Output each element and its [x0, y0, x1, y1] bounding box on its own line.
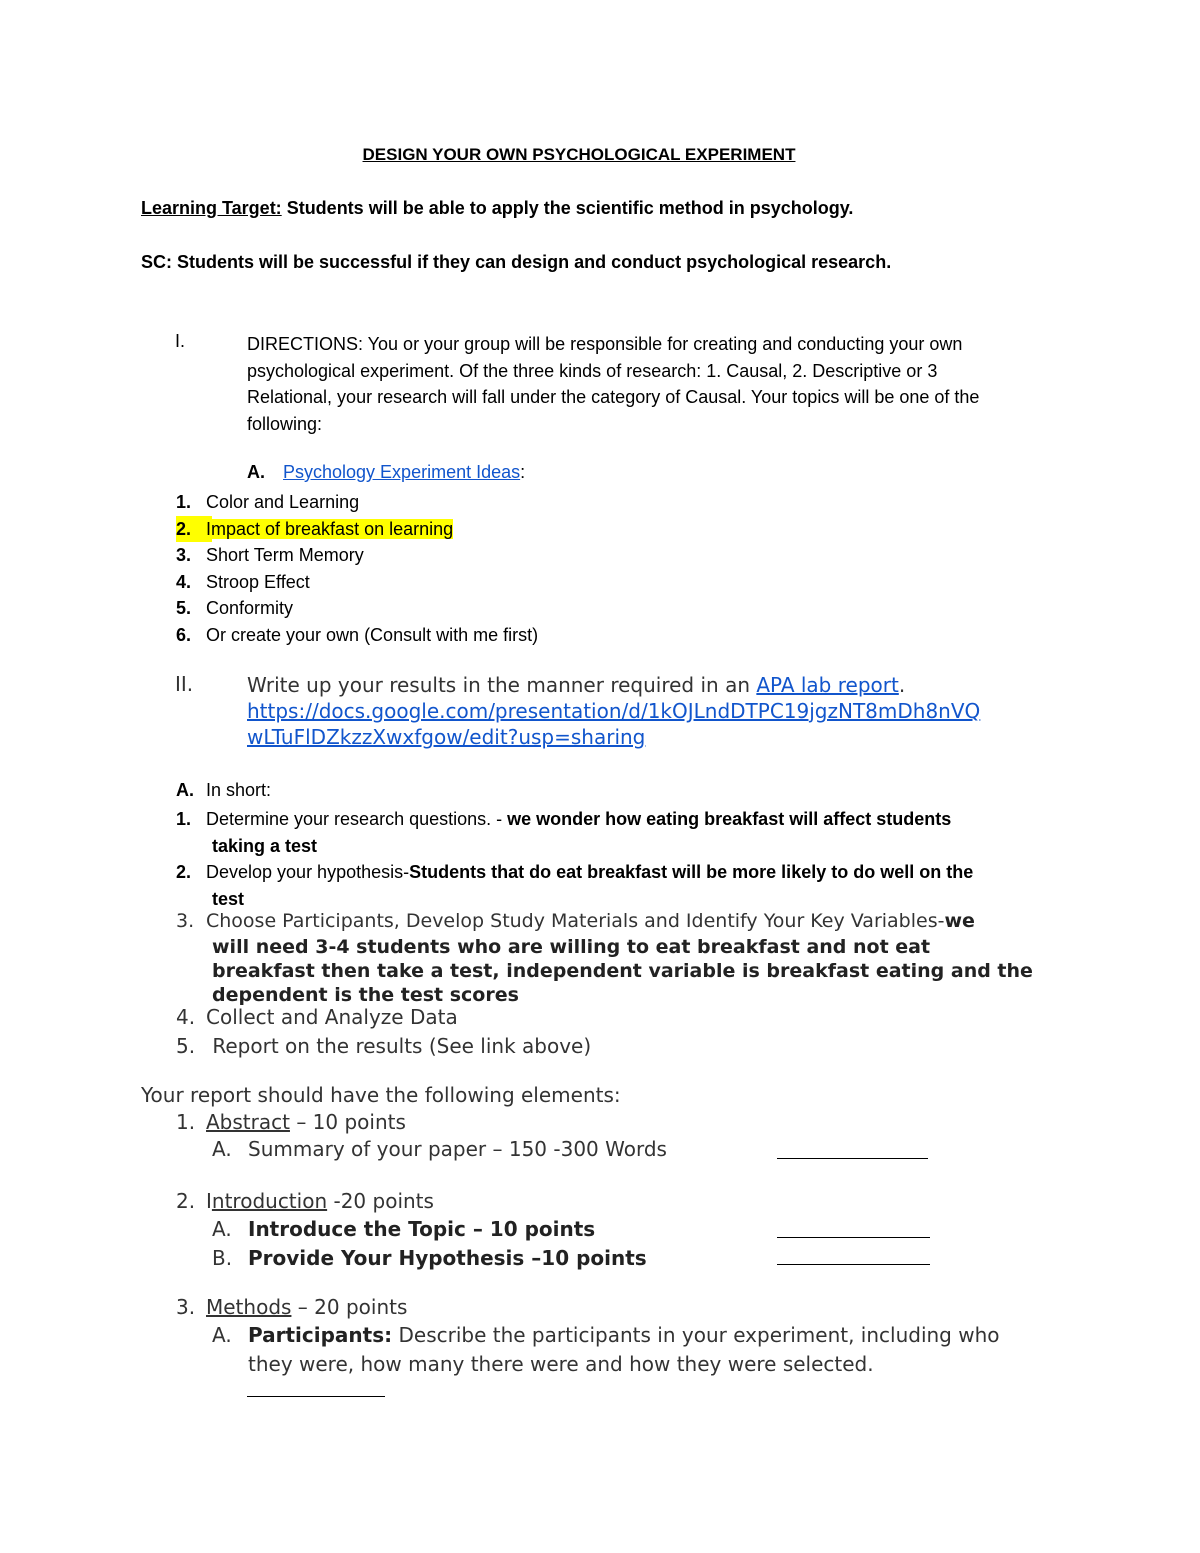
report-intro: Your report should have the following elements: [141, 1083, 621, 1107]
step-answer-continued: will need 3-4 students who are willing to eat breakfast and not eat [212, 936, 931, 958]
step-text: Collect and Analyze Data [206, 1005, 458, 1029]
report-item-title: ntroduction [211, 1189, 328, 1213]
steps-4-5 [176, 1004, 591, 1062]
sub-text: Provide Your Hypothesis –10 points [248, 1246, 647, 1270]
report-item-introduction [176, 1189, 434, 1213]
list-item [176, 1004, 591, 1033]
abstract-sub [212, 1137, 667, 1161]
step-text: Report on the results (See link above) [206, 1034, 592, 1058]
list-number: 4. [176, 1005, 196, 1029]
sub-letter: A. [212, 1137, 232, 1161]
step-1 [176, 806, 951, 859]
list-item [176, 542, 538, 569]
sub-letter: A. [212, 1217, 232, 1241]
apa-post-text: . [898, 673, 906, 697]
sub-colon: : [520, 462, 526, 482]
apa-pre-text: Write up your results in the manner required in an [247, 673, 757, 697]
directions-line: psychological experiment. Of the three kinds of research: 1. Causal, 2. Descriptive or 3 [247, 360, 938, 381]
report-item-methods [176, 1295, 407, 1319]
list-item [176, 595, 538, 622]
topic-text: Stroop Effect [206, 571, 310, 592]
introduction-subs [212, 1216, 647, 1274]
in-short-letter: A. [176, 780, 194, 800]
google-docs-url-link[interactable]: https://docs.google.com/presentation/d/1kOJLndDTPC19jgzNT8mDh8nVQ [247, 699, 981, 723]
section-1-numeral: I. [175, 331, 186, 351]
psychology-experiment-ideas-link[interactable]: Psychology Experiment Ideas [283, 462, 521, 482]
topic-text-highlighted: Impact of breakfast on learning [206, 518, 454, 539]
step-text: Develop your hypothesis- [206, 862, 410, 882]
report-item-abstract [176, 1110, 406, 1134]
step-2 [176, 859, 973, 912]
list-item [176, 1033, 591, 1062]
sub-bold: Participants: [248, 1323, 393, 1347]
score-blank [777, 1243, 930, 1265]
list-number: 2. [176, 862, 192, 882]
sub-letter: B. [212, 1246, 233, 1270]
topic-text: Or create your own (Consult with me first) [206, 624, 539, 645]
sub-text-continued: they were, how many there were and how they were selected. [248, 1352, 874, 1376]
list-number: 1. [176, 809, 192, 829]
list-item [176, 489, 538, 516]
step-text: Choose Participants, Develop Study Materials and Identify Your Key Variables- [206, 910, 945, 932]
experiment-ideas-row [247, 462, 525, 483]
report-item-title: Abstract [206, 1110, 290, 1134]
step-answer: we wonder how eating breakfast will affect students [507, 809, 952, 829]
list-number: 4. [176, 571, 192, 592]
in-short-label: In short: [206, 780, 272, 800]
sub-text: Summary of your paper – 150 -300 Words [248, 1137, 667, 1161]
sub-letter: A. [247, 462, 265, 482]
apa-lab-report-link[interactable]: APA lab report [756, 673, 899, 697]
learning-target [141, 198, 853, 219]
list-number: 2. [176, 516, 212, 543]
sub-letter: A. [212, 1323, 232, 1347]
list-item [176, 622, 538, 649]
step-text: Determine your research questions. - [206, 809, 508, 829]
sub-text: Describe the participants in your experiment, including who [392, 1323, 1000, 1347]
learning-target-text: Students will be able to apply the scientific method in psychology. [281, 198, 854, 218]
score-blank [247, 1376, 385, 1397]
google-docs-url-link-continued[interactable]: wLTuFlDZkzzXwxfgow/edit?usp=sharing [247, 725, 646, 749]
topics-list [176, 489, 538, 649]
topic-text: Short Term Memory [206, 545, 364, 566]
directions-line: Relational, your research will fall under the category of Causal. Your topics will be one of the [247, 387, 980, 407]
step-answer: we [944, 910, 975, 932]
list-number: 1. [176, 1110, 196, 1134]
report-item-title: Methods [206, 1295, 292, 1319]
directions-line: DIRECTIONS: You or your group will be responsible for creating and conducting your own [247, 334, 963, 354]
list-number: 5. [176, 598, 192, 619]
step-3 [176, 909, 1033, 1007]
directions-line: following: [247, 413, 323, 434]
learning-target-label: Learning Target: [141, 198, 282, 218]
list-item [176, 516, 538, 543]
step-answer: Students that do eat breakfast will be more likely to do well on the [409, 862, 974, 882]
list-number: 1. [176, 492, 192, 512]
page-title: DESIGN YOUR OWN PSYCHOLOGICAL EXPERIMENT [362, 145, 796, 164]
step-answer-continued: test [212, 888, 245, 909]
list-number: 5. [176, 1034, 196, 1058]
success-criteria: SC: Students will be successful if they can design and conduct psychological research. [141, 252, 892, 272]
score-blank [777, 1137, 928, 1159]
report-item-points: – 20 points [291, 1295, 408, 1319]
score-blank [777, 1216, 930, 1238]
list-number: 6. [176, 624, 192, 645]
list-item [176, 569, 538, 596]
report-item-points: – 10 points [289, 1110, 406, 1134]
topic-text: Color and Learning [206, 492, 360, 512]
methods-sub [212, 1322, 1000, 1378]
list-number: 3. [176, 545, 192, 566]
section-2-text [247, 672, 980, 750]
in-short-heading [176, 780, 271, 801]
list-number: 3. [176, 1295, 196, 1319]
report-item-points: -20 points [327, 1189, 434, 1213]
step-answer-continued: taking a test [212, 835, 318, 856]
list-number: 2. [176, 1189, 196, 1213]
topic-text: Conformity [206, 598, 294, 619]
step-answer-continued: breakfast then take a test, independent variable is breakfast eating and the [212, 960, 1033, 982]
report-item-title-first: I [206, 1189, 212, 1213]
sub-text: Introduce the Topic – 10 points [248, 1217, 596, 1241]
section-2-numeral: II. [175, 672, 194, 696]
step-answer-continued: dependent is the test scores [212, 984, 519, 1006]
list-number: 3. [176, 910, 195, 932]
section-1-directions [247, 331, 979, 437]
